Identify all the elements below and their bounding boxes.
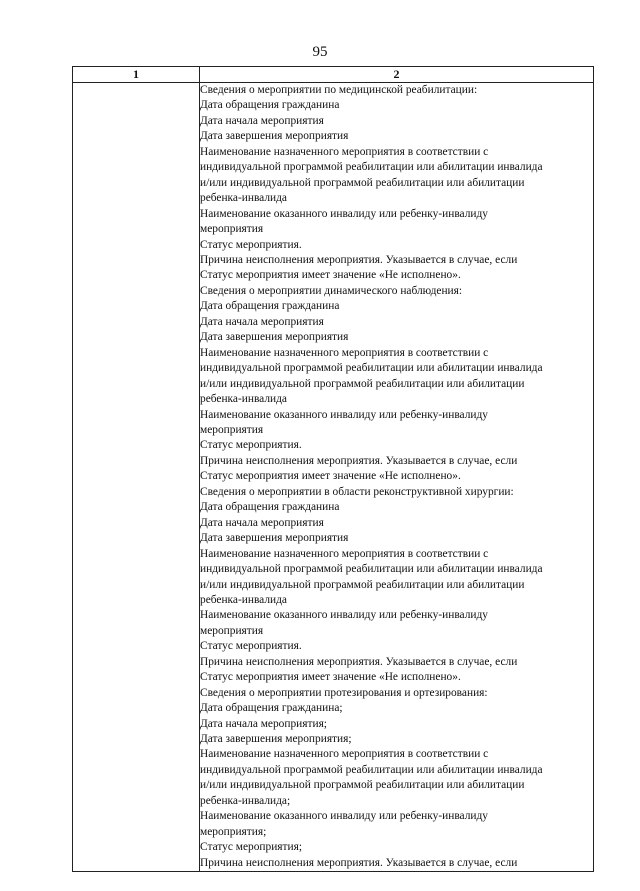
text-line: Статус мероприятия имеет значение «Не исполнено».: [200, 470, 461, 483]
text-line: Дата завершения мероприятия: [200, 331, 349, 344]
text-line: Дата завершения мероприятия: [200, 532, 349, 545]
text-line: Наименование оказанного инвалиду или ребенку-инвалиду: [200, 207, 488, 220]
text-line: Наименование оказанного инвалиду или ребенку-инвалиду: [200, 810, 488, 823]
text-line: Наименование назначенного мероприятия в соответствии с: [200, 346, 489, 359]
text-line: мероприятия: [200, 624, 264, 637]
text-line: Сведения о мероприятии по медицинской реабилитации:: [200, 84, 478, 96]
text-line: Статус мероприятия.: [200, 439, 302, 452]
table-row: [73, 83, 594, 872]
text-line: Наименование назначенного мероприятия в соответствии с: [200, 748, 489, 761]
text-line: Дата начала мероприятия: [200, 114, 324, 127]
column-1-cell: [73, 83, 200, 872]
text-line: мероприятия: [200, 423, 264, 436]
text-line: и/или индивидуальной программой реабилитации или абилитации: [200, 377, 525, 390]
text-line: Сведения о мероприятии динамического наблюдения:: [200, 284, 463, 297]
text-line: Статус мероприятия имеет значение «Не исполнено».: [200, 671, 461, 684]
text-line: и/или индивидуальной программой реабилитации или абилитации: [200, 176, 525, 189]
text-line: мероприятия: [200, 223, 264, 236]
text-line: ребенка-инвалида: [200, 192, 287, 205]
document-table: [72, 66, 594, 872]
text-line: Статус мероприятия.: [200, 238, 302, 251]
text-line: Наименование оказанного инвалиду или ребенку-инвалиду: [200, 609, 488, 622]
column-header-2: 2: [200, 67, 594, 83]
text-line: индивидуальной программой реабилитации или абилитации инвалида: [200, 161, 543, 174]
text-line: Наименование оказанного инвалиду или ребенку-инвалиду: [200, 408, 488, 421]
text-line: Наименование назначенного мероприятия в соответствии с: [200, 145, 489, 158]
text-line: Наименование назначенного мероприятия в соответствии с: [200, 547, 489, 560]
text-line: Дата начала мероприятия: [200, 516, 324, 529]
text-line: и/или индивидуальной программой реабилитации или абилитации: [200, 779, 525, 792]
text-line: мероприятия;: [200, 825, 267, 838]
text-line: Дата обращения гражданина: [200, 300, 340, 313]
text-line: Сведения о мероприятии протезирования и ортезирования:: [200, 686, 488, 699]
text-line: Дата обращения гражданина: [200, 99, 340, 112]
text-line: Дата обращения гражданина: [200, 501, 340, 514]
column-2-cell: [200, 83, 594, 872]
text-line: Статус мероприятия;: [200, 841, 303, 854]
text-line: Дата завершения мероприятия;: [200, 733, 352, 746]
text-line: индивидуальной программой реабилитации или абилитации инвалида: [200, 362, 543, 375]
text-line: ребенка-инвалида: [200, 593, 287, 606]
text-line: Причина неисполнения мероприятия. Указывается в случае, если: [200, 454, 518, 467]
text-line: Причина неисполнения мероприятия. Указывается в случае, если: [200, 655, 518, 668]
text-line: и/или индивидуальной программой реабилитации или абилитации: [200, 578, 525, 591]
page-number: 95: [312, 44, 328, 60]
text-line: ребенка-инвалида: [200, 393, 287, 406]
text-line: Причина неисполнения мероприятия. Указывается в случае, если: [200, 253, 518, 266]
text-line: Статус мероприятия.: [200, 640, 302, 653]
text-line: Причина неисполнения мероприятия. Указывается в случае, если: [200, 856, 518, 869]
text-line: Сведения о мероприятии в области реконструктивной хирургии:: [200, 485, 514, 498]
text-line: ребенка-инвалида;: [200, 794, 291, 807]
text-line: Дата начала мероприятия;: [200, 717, 327, 730]
text-line: Дата начала мероприятия: [200, 315, 324, 328]
text-line: индивидуальной программой реабилитации или абилитации инвалида: [200, 563, 543, 576]
text-line: индивидуальной программой реабилитации или абилитации инвалида: [200, 763, 543, 776]
table-header-row: [73, 67, 594, 83]
column-header-1: 1: [73, 67, 200, 83]
text-line: Статус мероприятия имеет значение «Не исполнено».: [200, 269, 461, 282]
text-line: Дата завершения мероприятия: [200, 130, 349, 143]
text-line: Дата обращения гражданина;: [200, 702, 343, 715]
